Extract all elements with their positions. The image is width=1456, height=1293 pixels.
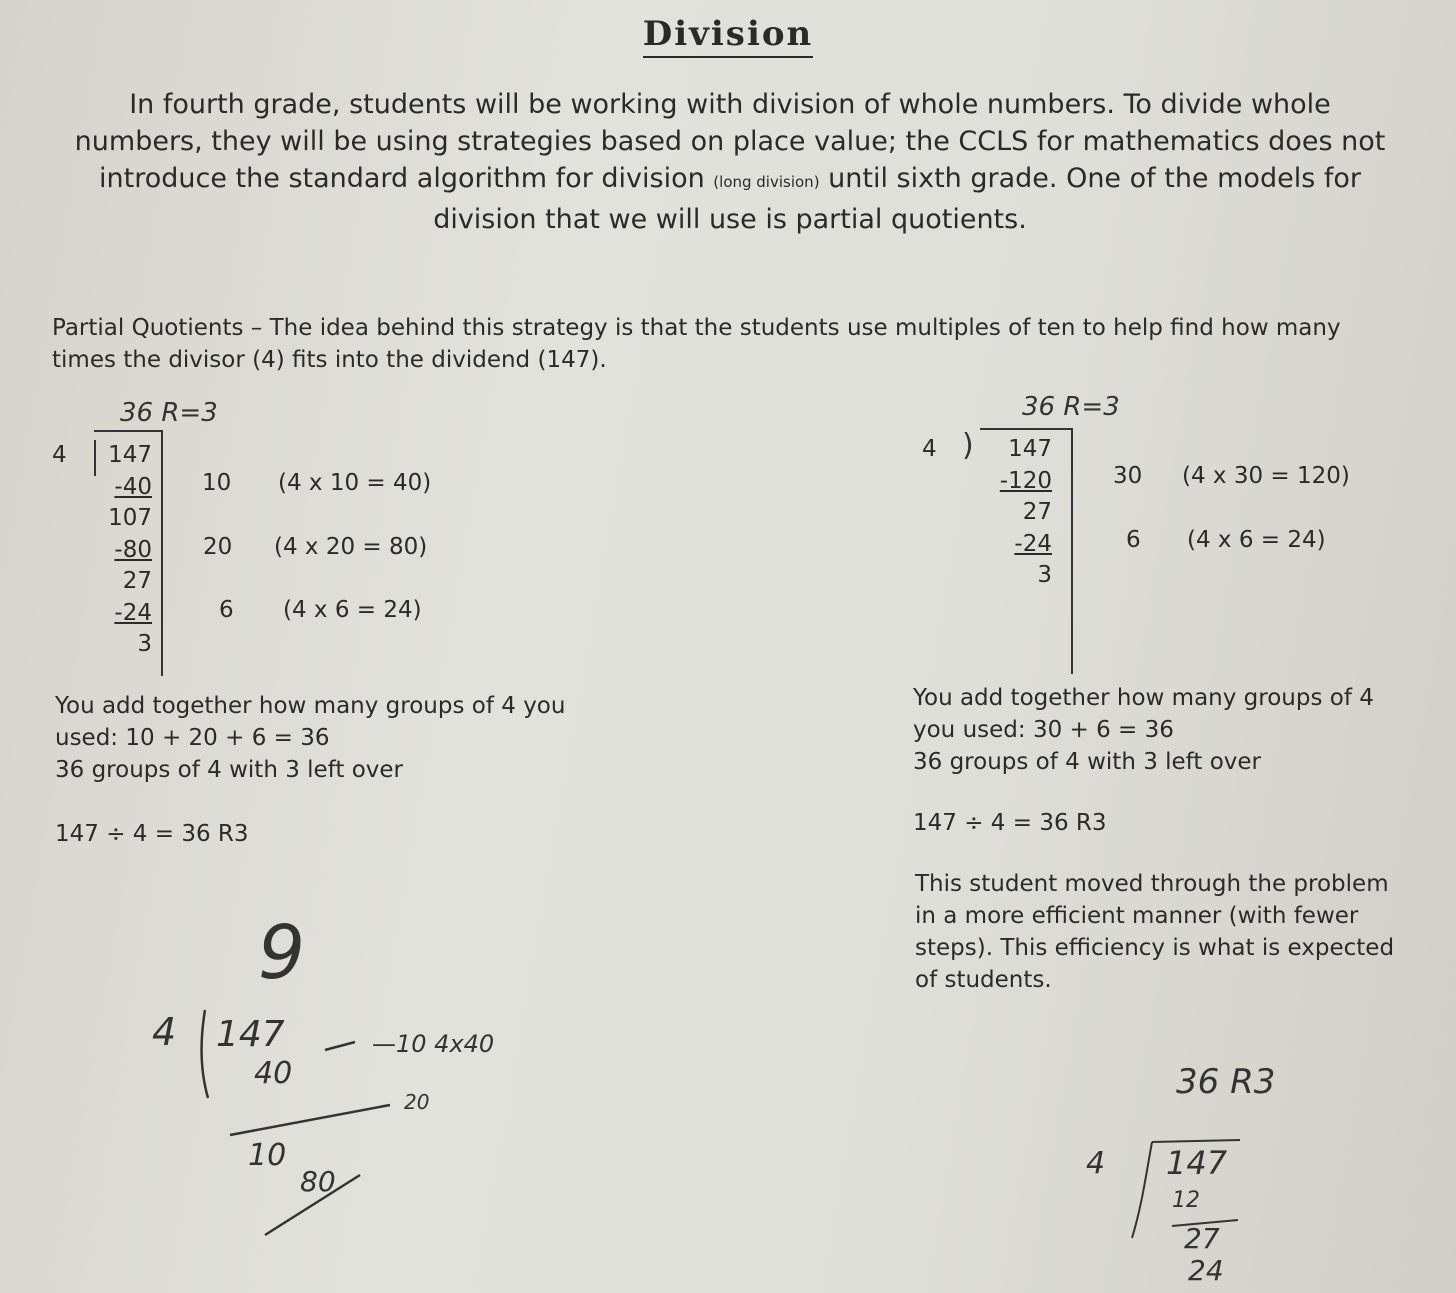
scribble-side-note: 20 xyxy=(404,1090,430,1114)
scribble-strokes xyxy=(150,910,550,1250)
intro-text-small: (long division) xyxy=(713,173,820,191)
left-col-row: -40 xyxy=(114,473,152,500)
right-result: 147 ÷ 4 = 36 R3 xyxy=(913,810,1107,836)
left-col-row: -24 xyxy=(114,599,152,626)
left-step-equation: (4 x 6 = 24) xyxy=(283,597,422,623)
intro-text-main: In fourth grade, students will be working with division of whole numbers. To divide whole numbers, they will be using strategies based on place value; the CCLS for mathematics does not introduce the standard algorithm for division xyxy=(74,89,1386,194)
left-step-equation: (4 x 10 = 40) xyxy=(278,470,432,496)
right-summary-line: you used: 30 + 6 = 36 xyxy=(913,717,1174,743)
left-summary-line: used: 10 + 20 + 6 = 36 xyxy=(55,725,330,751)
right-step-equation: (4 x 6 = 24) xyxy=(1187,527,1326,553)
left-summary xyxy=(55,690,655,786)
right-handwritten-quotient: 36 R=3 xyxy=(1022,392,1120,422)
left-col-row: 3 xyxy=(137,631,152,657)
right-bracket-curve: ) xyxy=(962,428,974,463)
left-work-column xyxy=(96,440,152,661)
left-summary-line: You add together how many groups of 4 you xyxy=(55,693,566,719)
left-step-quotient: 6 xyxy=(219,597,234,623)
intro-paragraph xyxy=(70,86,1390,238)
scribble-line: 27 xyxy=(1184,1222,1220,1255)
left-handwritten-quotient: 36 R=3 xyxy=(120,398,218,428)
right-col-row: 3 xyxy=(1037,562,1052,588)
right-divisor: 4 xyxy=(922,436,937,462)
scribble-top: 9 xyxy=(258,910,306,996)
scribble-side-note: —10 4x40 xyxy=(372,1030,495,1058)
left-step-quotient: 10 xyxy=(202,470,232,496)
partial-quotients-text: – The idea behind this strategy is that the students use multiples of ten to help find how many times the divisor (4) fits into the dividend (147). xyxy=(52,315,1341,373)
right-step-quotient: 6 xyxy=(1126,527,1141,553)
left-col-row: -80 xyxy=(114,536,152,563)
left-vertical-line xyxy=(161,430,163,676)
left-col-row: 27 xyxy=(122,568,152,594)
right-step-quotient: 30 xyxy=(1113,463,1143,489)
scribble-line: 80 xyxy=(300,1165,336,1198)
scribble-divisor: 4 xyxy=(152,1010,177,1054)
left-divisor: 4 xyxy=(52,442,67,468)
partial-quotients-description xyxy=(52,312,1402,376)
scribble-line: 40 xyxy=(254,1056,293,1091)
scribble-divisor: 4 xyxy=(1086,1146,1106,1181)
left-result: 147 ÷ 4 = 36 R3 xyxy=(55,821,249,847)
right-summary-line: You add together how many groups of 4 xyxy=(913,685,1374,711)
scribble-line: 24 xyxy=(1188,1254,1224,1287)
right-step-equation: (4 x 30 = 120) xyxy=(1182,463,1350,489)
right-summary xyxy=(913,682,1413,778)
left-col-row: 147 xyxy=(108,442,152,468)
scribble-dividend: 147 xyxy=(216,1014,285,1055)
right-col-row: -120 xyxy=(999,467,1052,494)
right-col-row: 27 xyxy=(1022,499,1052,525)
scribble-line: 10 xyxy=(248,1138,287,1173)
right-efficiency-note: This student moved through the problem in a more efficient manner (with fewer steps). This efficiency is what is expected of students. xyxy=(915,871,1395,993)
scribble-dividend: 147 xyxy=(1166,1144,1228,1182)
right-summary-line: 36 groups of 4 with 3 left over xyxy=(913,749,1261,775)
right-handwritten-scribble xyxy=(1080,1060,1340,1290)
right-bracket-top xyxy=(980,428,1072,430)
partial-quotients-label: Partial Quotients xyxy=(52,315,244,341)
scribble-line: 12 xyxy=(1172,1188,1200,1213)
left-handwritten-scribble xyxy=(150,910,550,1250)
scribble-quotient: 36 R3 xyxy=(1176,1062,1276,1102)
left-step-equation: (4 x 20 = 80) xyxy=(274,534,428,560)
left-summary-line: 36 groups of 4 with 3 left over xyxy=(55,757,403,783)
left-bracket-top xyxy=(94,430,162,432)
right-work-column xyxy=(996,434,1052,592)
page-title: Division xyxy=(0,14,1456,54)
right-col-row: -24 xyxy=(1014,530,1052,557)
left-step-quotient: 20 xyxy=(203,534,233,560)
left-col-row: 107 xyxy=(108,505,152,531)
right-vertical-line xyxy=(1071,428,1073,674)
right-col-row: 147 xyxy=(1008,436,1052,462)
intro-text-end: until sixth grade. One of the models for division that we will use is partial quotients. xyxy=(433,163,1361,235)
